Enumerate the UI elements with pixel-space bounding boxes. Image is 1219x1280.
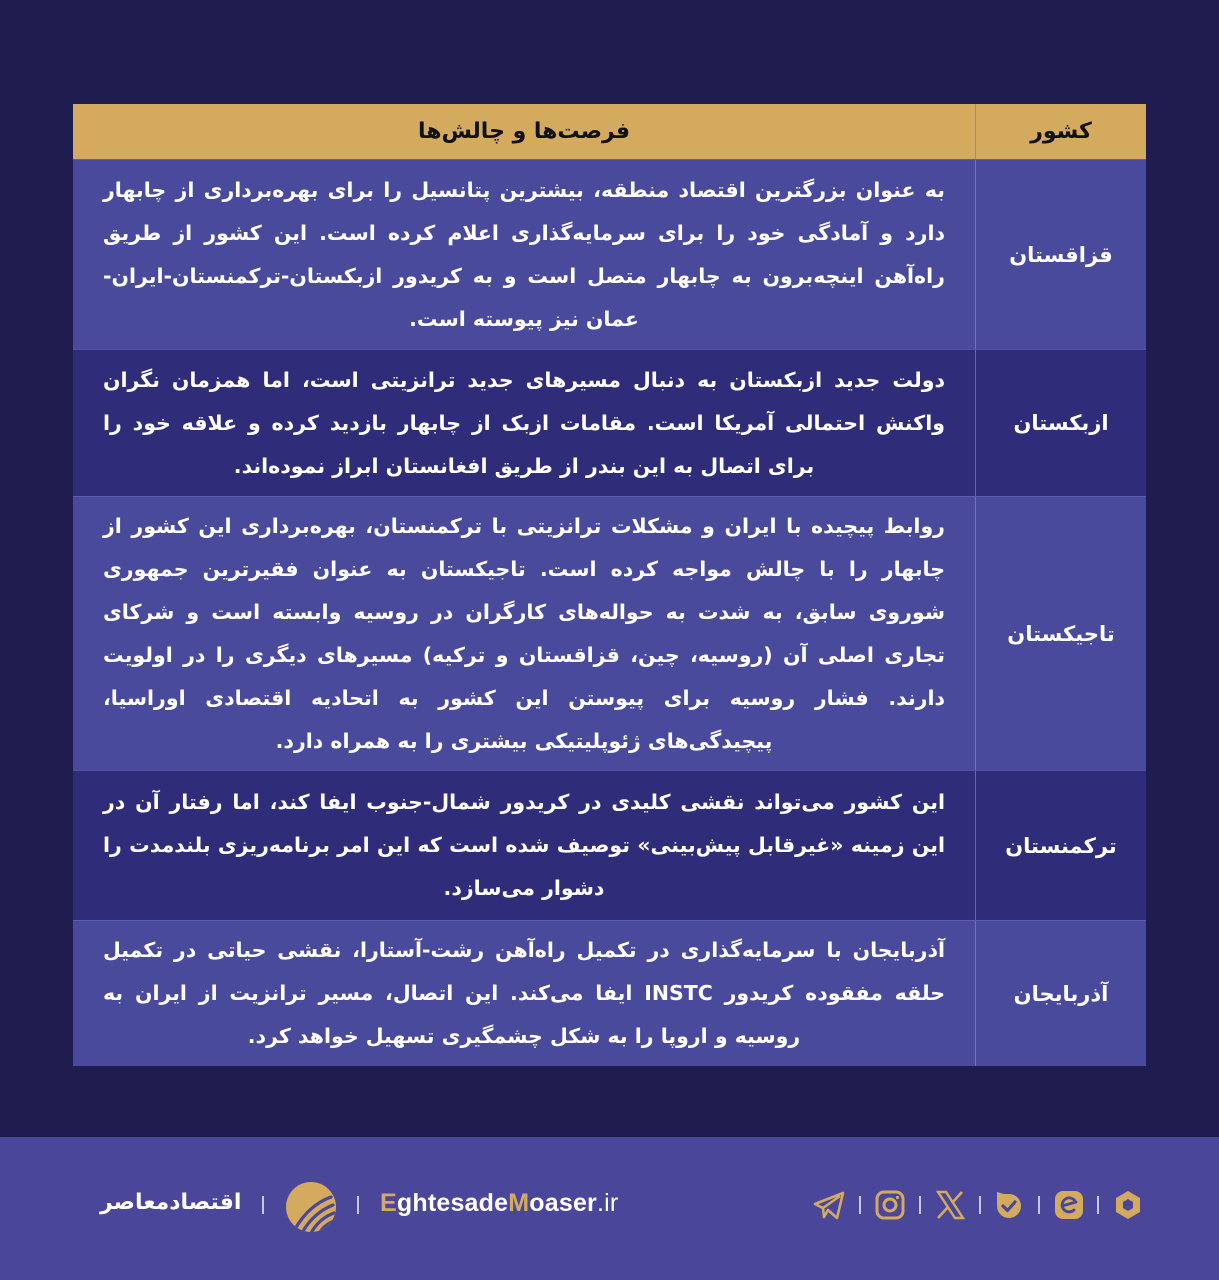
x-icon[interactable] — [933, 1188, 967, 1222]
country-cell: قزاقستان — [975, 160, 1146, 349]
table-row — [73, 349, 1146, 496]
description-text: به عنوان بزرگترین اقتصاد منطقه، بیشترین پتانسیل را برای بهره‌برداری از چابهار دارد و آمادگی خود را برای سرمایه‌گذاری اعلام کرده است. این کشور از طریق راه‌آهن اینچه‌برون به چابهار متصل است و به کریدور ازبکستان-ترکمنستان-ایران-عمان نیز پیوسته است. — [103, 177, 945, 331]
divider — [357, 1196, 359, 1214]
description-cell — [73, 160, 975, 349]
instagram-icon[interactable] — [873, 1188, 907, 1222]
country-cell: تاجیکستان — [975, 497, 1146, 770]
brand-logo-icon — [285, 1181, 337, 1233]
header-country: کشور — [975, 104, 1146, 159]
rubika-icon[interactable] — [1111, 1188, 1145, 1222]
divider — [919, 1196, 921, 1214]
country-cell: آذربایجان — [975, 921, 1146, 1066]
divider — [1038, 1196, 1040, 1214]
bale-icon[interactable] — [992, 1188, 1026, 1222]
divider — [262, 1196, 264, 1214]
telegram-icon[interactable] — [812, 1188, 846, 1222]
description-cell — [73, 350, 975, 496]
website-link[interactable]: EghtesadeMoaser.ir — [380, 1189, 619, 1217]
comparison-table — [73, 104, 1146, 1066]
brand-name: اقتصادمعاصر — [100, 1190, 242, 1215]
description-text: این کشور می‌تواند نقشی کلیدی در کریدور شمال-جنوب ایفا کند، اما رفتار آن در این زمینه «غیرقابل پیش‌بینی» توصیف شده است که این امر برنامه‌ریزی بلندمدت را دشوار می‌سازد. — [103, 790, 945, 900]
country-cell: ازبکستان — [975, 350, 1146, 496]
eitaa-icon[interactable] — [1052, 1188, 1086, 1222]
description-text: دولت جدید ازبکستان به دنبال مسیرهای جدید ترانزیتی است، اما همزمان نگران واکنش احتمالی آمریکا است. مقامات ازبک از چابهار بازدید کرده و علاقه خود را برای اتصال به این بندر از طریق افغانستان ابراز نموده‌اند. — [103, 367, 945, 478]
description-cell — [73, 771, 975, 920]
description-text: روابط پیچیده با ایران و مشکلات ترانزیتی با ترکمنستان، بهره‌برداری این کشور از چابهار را با چالش مواجه کرده است. تاجیکستان به عنوان فقیرترین جمهوری شوروی سابق، به شدت به حواله‌های کارگران در روسیه وابسته است و شرکای تجاری اصلی آن (روسیه، چین، قزاقستان و ترکیه) مسیرهای دیگری را در اولویت دارند. فشار روسیه برای پیوستن این کشور به اتحادیه اقتصادی اوراسیا، پیچیدگی‌های ژئوپلیتیکی بیشتری را به همراه دارد. — [103, 513, 945, 753]
description-cell — [73, 497, 975, 770]
description-cell — [73, 921, 975, 1066]
divider — [979, 1196, 981, 1214]
country-cell: ترکمنستان — [975, 771, 1146, 920]
table-row — [73, 920, 1146, 1066]
table-row — [73, 159, 1146, 349]
table-row — [73, 496, 1146, 770]
table-row — [73, 770, 1146, 920]
divider — [1097, 1196, 1099, 1214]
description-text: آذربایجان با سرمایه‌گذاری در تکمیل راه‌آهن رشت-آستارا، نقشی حیاتی در تکمیل حلقه مفقوده کریدور INSTC ایفا می‌کند. این اتصال، مسیر ترانزیت از ایران به روسیه و اروپا را به شکل چشمگیری تسهیل خواهد کرد. — [103, 938, 945, 1048]
divider — [859, 1196, 861, 1214]
header-opportunities: فرصت‌ها و چالش‌ها — [417, 119, 631, 144]
table-header-row — [73, 104, 1146, 159]
